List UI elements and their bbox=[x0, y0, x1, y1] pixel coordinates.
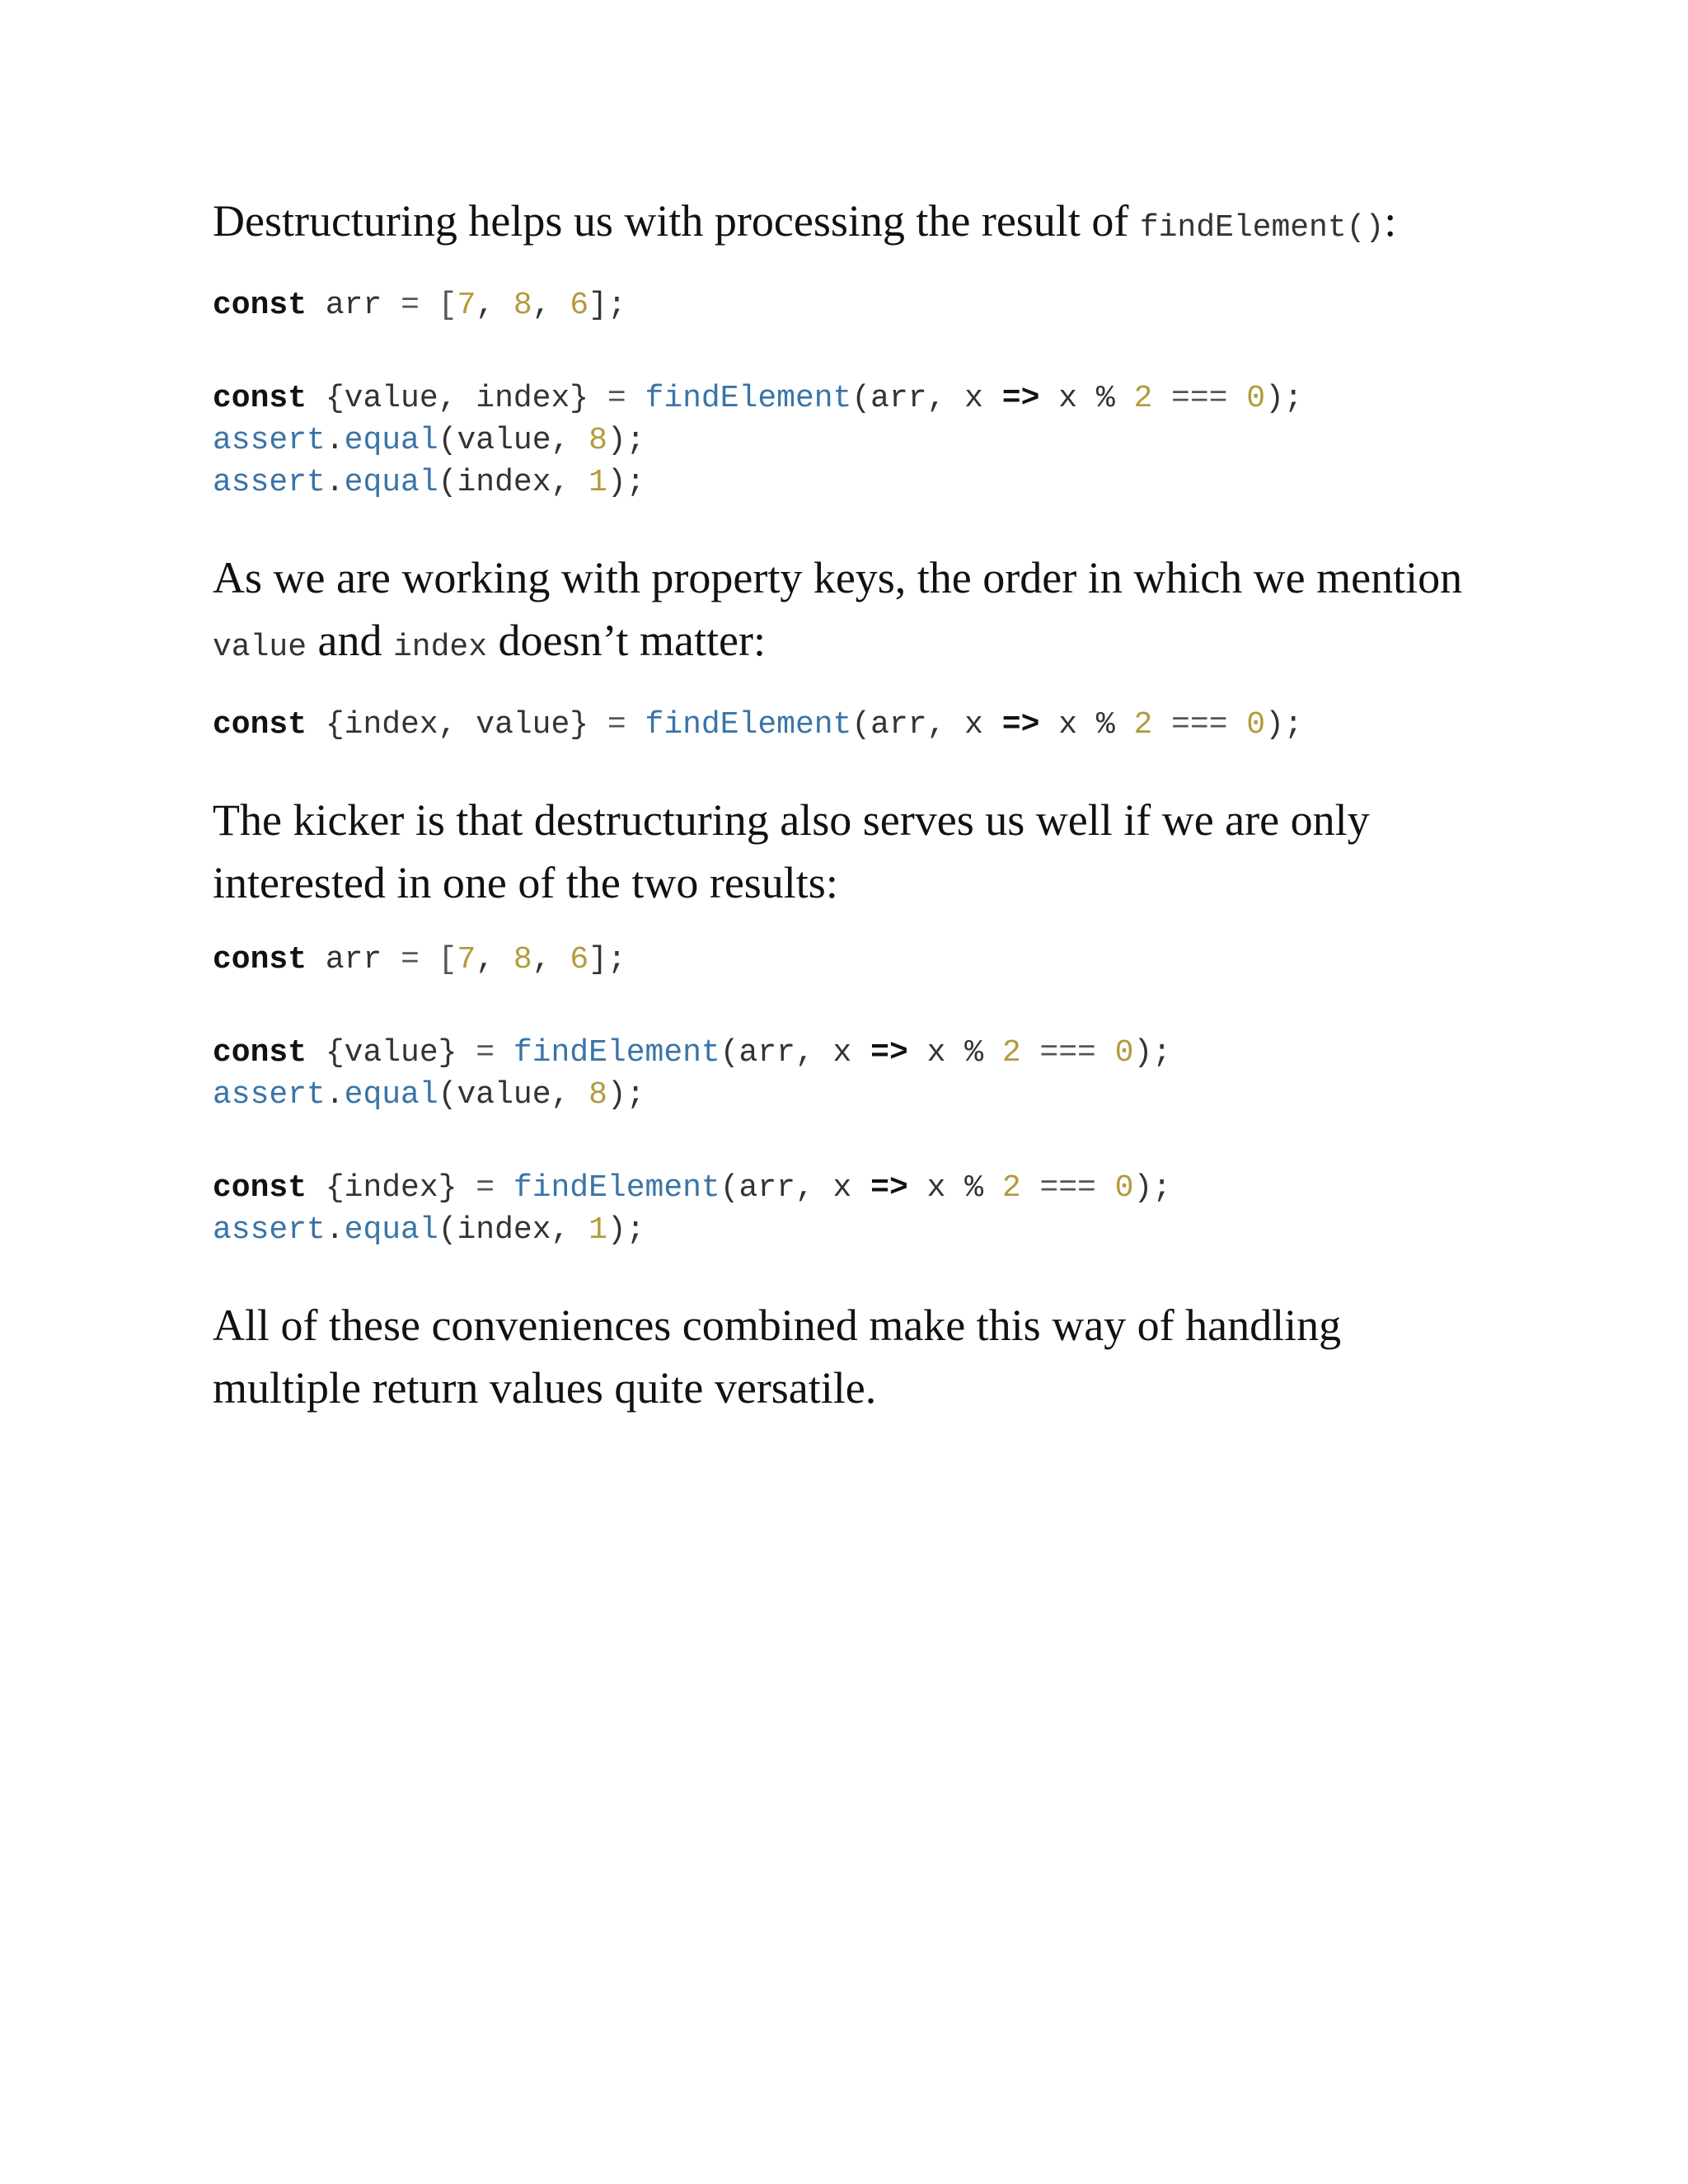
paragraph-kicker bbox=[213, 789, 1498, 914]
code-function: findElement bbox=[513, 1035, 720, 1071]
inline-code: findElement() bbox=[1139, 210, 1385, 246]
code-object: assert bbox=[213, 1212, 326, 1248]
code-text: (arr, x bbox=[720, 1170, 871, 1206]
inline-code: index bbox=[393, 630, 488, 665]
code-line bbox=[213, 1032, 1498, 1074]
code-number: 2 bbox=[1133, 381, 1153, 416]
code-number: 0 bbox=[1246, 381, 1266, 416]
code-text: ); bbox=[607, 1077, 645, 1113]
code-text: {index, value} bbox=[307, 707, 607, 743]
code-text: [ bbox=[419, 942, 457, 977]
code-text: . bbox=[325, 1077, 345, 1113]
code-text: (value, bbox=[438, 423, 589, 458]
code-object: assert bbox=[213, 465, 326, 500]
code-number: 8 bbox=[588, 423, 607, 458]
paragraph-line: The kicker is that destructuring also serves us well if we are only bbox=[213, 795, 1370, 845]
code-operator: = bbox=[401, 942, 420, 977]
code-operator: === bbox=[1152, 707, 1247, 743]
code-number: 7 bbox=[457, 288, 476, 323]
code-arrow: => bbox=[1001, 707, 1040, 743]
code-line bbox=[213, 419, 1498, 462]
code-text: , bbox=[532, 942, 570, 977]
code-function: findElement bbox=[645, 381, 852, 416]
code-method: equal bbox=[344, 1212, 438, 1248]
code-text: x % bbox=[907, 1170, 1002, 1206]
paragraph-intro bbox=[213, 190, 1498, 260]
code-number: 6 bbox=[570, 288, 589, 323]
inline-code: value bbox=[213, 630, 307, 665]
code-text: arr bbox=[307, 288, 401, 323]
paragraph-line: multiple return values quite versatile. bbox=[213, 1363, 877, 1413]
code-text: arr bbox=[307, 942, 401, 977]
document-page bbox=[213, 190, 1498, 1419]
paragraph-line: interested in one of the two results: bbox=[213, 858, 838, 907]
code-number: 6 bbox=[570, 942, 589, 977]
code-operator: = bbox=[607, 707, 626, 743]
code-number: 7 bbox=[457, 942, 476, 977]
code-block-3 bbox=[213, 939, 1498, 1251]
code-text: ); bbox=[607, 423, 645, 458]
code-operator: === bbox=[1152, 381, 1247, 416]
code-number: 2 bbox=[1001, 1035, 1021, 1071]
paragraph-text: As we are working with property keys, the order in which we mention bbox=[213, 553, 1463, 602]
code-text: (value, bbox=[438, 1077, 589, 1113]
paragraph-text: and bbox=[307, 616, 393, 665]
code-text: , bbox=[532, 288, 570, 323]
paragraph-tail: doesn’t matter: bbox=[487, 616, 766, 665]
code-number: 2 bbox=[1001, 1170, 1021, 1206]
code-number: 0 bbox=[1114, 1170, 1134, 1206]
code-operator: === bbox=[1020, 1035, 1115, 1071]
code-number: 8 bbox=[513, 942, 532, 977]
code-block-2 bbox=[213, 704, 1498, 746]
code-operator: === bbox=[1020, 1170, 1115, 1206]
code-object: assert bbox=[213, 423, 326, 458]
code-text: . bbox=[325, 1212, 345, 1248]
code-blank-line bbox=[213, 368, 1498, 377]
code-block-1 bbox=[213, 284, 1498, 504]
code-blank-line bbox=[213, 326, 1498, 368]
code-text: ); bbox=[607, 1212, 645, 1248]
paragraph-text: Destructuring helps us with processing the result of bbox=[213, 196, 1140, 246]
code-text: ); bbox=[1265, 707, 1303, 743]
code-text: . bbox=[325, 465, 345, 500]
code-arrow: => bbox=[870, 1170, 908, 1206]
code-text: {value, index} bbox=[307, 381, 607, 416]
code-line bbox=[213, 284, 1498, 326]
code-text: ); bbox=[1265, 381, 1303, 416]
code-keyword: const bbox=[213, 1170, 307, 1206]
code-text: x % bbox=[907, 1035, 1002, 1071]
code-keyword: const bbox=[213, 381, 307, 416]
code-line bbox=[213, 462, 1498, 504]
code-number: 0 bbox=[1114, 1035, 1134, 1071]
code-blank-line bbox=[213, 1158, 1498, 1167]
code-blank-line bbox=[213, 981, 1498, 1023]
code-operator: = bbox=[476, 1170, 495, 1206]
paragraph-order bbox=[213, 546, 1498, 679]
paragraph-line: All of these conveniences combined make this way of handling bbox=[213, 1301, 1342, 1350]
code-number: 8 bbox=[588, 1077, 607, 1113]
code-text: x % bbox=[1039, 381, 1134, 416]
code-number: 1 bbox=[588, 1212, 607, 1248]
code-text: ); bbox=[1133, 1035, 1172, 1071]
code-text: ]; bbox=[588, 942, 626, 977]
code-object: assert bbox=[213, 1077, 326, 1113]
code-keyword: const bbox=[213, 707, 307, 743]
code-line bbox=[213, 1209, 1498, 1251]
code-text: {index} bbox=[307, 1170, 476, 1206]
code-text: ]; bbox=[588, 288, 626, 323]
code-text: [ bbox=[419, 288, 457, 323]
code-line bbox=[213, 1074, 1498, 1116]
code-number: 2 bbox=[1133, 707, 1153, 743]
paragraph-tail: : bbox=[1384, 196, 1397, 246]
code-blank-line bbox=[213, 1023, 1498, 1032]
code-text: , bbox=[476, 288, 513, 323]
code-number: 8 bbox=[513, 288, 532, 323]
code-number: 1 bbox=[588, 465, 607, 500]
code-operator: = bbox=[401, 288, 420, 323]
code-keyword: const bbox=[213, 288, 307, 323]
code-text: x % bbox=[1039, 707, 1134, 743]
code-keyword: const bbox=[213, 1035, 307, 1071]
code-operator: = bbox=[607, 381, 626, 416]
code-keyword: const bbox=[213, 942, 307, 977]
code-line bbox=[213, 939, 1498, 981]
code-method: equal bbox=[344, 1077, 438, 1113]
paragraph-conclusion bbox=[213, 1294, 1498, 1419]
code-text: , bbox=[476, 942, 513, 977]
code-line bbox=[213, 704, 1498, 746]
code-text: (arr, x bbox=[851, 707, 1002, 743]
code-text: (index, bbox=[438, 1212, 589, 1248]
code-text: . bbox=[325, 423, 345, 458]
code-line bbox=[213, 1167, 1498, 1209]
code-text: ); bbox=[1133, 1170, 1172, 1206]
code-method: equal bbox=[344, 423, 438, 458]
code-function: findElement bbox=[513, 1170, 720, 1206]
code-arrow: => bbox=[1001, 381, 1040, 416]
code-text: {value} bbox=[307, 1035, 476, 1071]
code-text: (index, bbox=[438, 465, 589, 500]
code-line bbox=[213, 377, 1498, 419]
code-text: (arr, x bbox=[851, 381, 1002, 416]
code-method: equal bbox=[344, 465, 438, 500]
code-arrow: => bbox=[870, 1035, 908, 1071]
code-operator: = bbox=[476, 1035, 495, 1071]
code-text: ); bbox=[607, 465, 645, 500]
code-number: 0 bbox=[1246, 707, 1266, 743]
code-blank-line bbox=[213, 1116, 1498, 1158]
code-text: (arr, x bbox=[720, 1035, 871, 1071]
code-function: findElement bbox=[645, 707, 852, 743]
